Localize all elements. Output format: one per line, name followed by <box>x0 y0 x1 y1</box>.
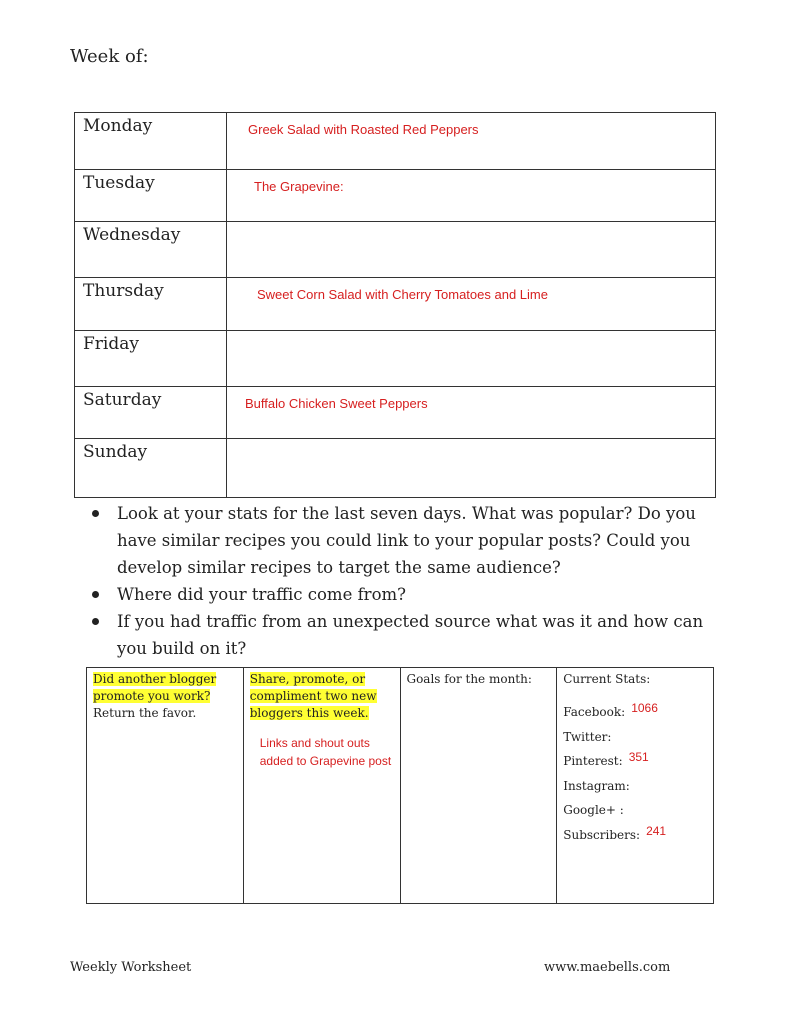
day-label: Thursday <box>75 278 227 331</box>
meal-entry <box>227 222 716 278</box>
table-row <box>75 113 716 170</box>
meal-entry: Greek Salad with Roasted Red Peppers <box>227 113 716 170</box>
bullet-icon <box>92 510 99 517</box>
goals-cell <box>400 668 557 904</box>
table-row <box>75 222 716 278</box>
weekly-meal-table <box>74 112 716 498</box>
day-label: Monday <box>75 113 227 170</box>
meal-entry: The Grapevine: <box>227 170 716 222</box>
tasks-table <box>86 667 714 904</box>
bullet-icon <box>92 618 99 625</box>
day-label: Sunday <box>75 439 227 498</box>
day-label: Tuesday <box>75 170 227 222</box>
footer-title: Weekly Worksheet <box>70 960 192 975</box>
handwritten-note: Links and shout outs added to Grapevine post <box>259 736 392 768</box>
day-label: Saturday <box>75 387 227 439</box>
goals-title: Goals for the month: <box>406 672 532 686</box>
footer-website: www.maebells.com <box>544 960 671 975</box>
stat-subscribers <box>563 823 707 852</box>
stat-value: 1066 <box>631 701 658 715</box>
share-bloggers-cell <box>243 668 400 904</box>
bullet-icon <box>92 591 99 598</box>
stat-label: Instagram: <box>563 778 630 793</box>
table-row <box>75 170 716 222</box>
stat-label: Facebook: <box>563 705 626 719</box>
list-item <box>88 500 718 581</box>
meal-entry <box>227 439 716 498</box>
meal-entry: Buffalo Chicken Sweet Peppers <box>227 387 716 439</box>
stat-pinterest <box>563 750 707 778</box>
meal-entry <box>227 331 716 387</box>
stat-googleplus <box>563 802 707 827</box>
question-text: If you had traffic from an unexpected source what was it and how can you build on it? <box>117 612 704 658</box>
table-row <box>75 278 716 331</box>
prompt-text: Return the favor. <box>93 706 197 720</box>
stat-label: Google+ : <box>563 803 624 817</box>
table-row <box>75 439 716 498</box>
stat-facebook <box>563 701 707 729</box>
highlighted-prompt: Did another blogger promote you work? <box>93 672 217 703</box>
stats-title: Current Stats: <box>563 672 651 686</box>
table-row <box>75 387 716 439</box>
list-item <box>88 581 718 608</box>
stat-value: 351 <box>628 750 649 764</box>
stat-instagram <box>563 778 707 803</box>
day-label: Friday <box>75 331 227 387</box>
table-row <box>75 331 716 387</box>
day-label: Wednesday <box>75 222 227 278</box>
list-item <box>88 608 718 662</box>
question-list <box>88 500 718 662</box>
meal-entry: Sweet Corn Salad with Cherry Tomatoes and Lime <box>227 278 716 331</box>
stat-label: Twitter: <box>563 729 612 744</box>
promote-back-cell <box>87 668 244 904</box>
question-text: Where did your traffic come from? <box>117 585 406 604</box>
stat-label: Pinterest: <box>563 754 623 768</box>
stat-label: Subscribers: <box>563 827 641 842</box>
current-stats-cell <box>557 668 714 904</box>
stat-value: 241 <box>646 823 667 838</box>
question-text: Look at your stats for the last seven days. What was popular? Do you have similar recipes you could link to your popular posts? Could you develop similar recipes to target the same audience? <box>117 504 696 577</box>
week-of-label: Week of: <box>70 46 149 67</box>
highlighted-prompt: Share, promote, or compliment two new bloggers this week. <box>249 672 377 720</box>
